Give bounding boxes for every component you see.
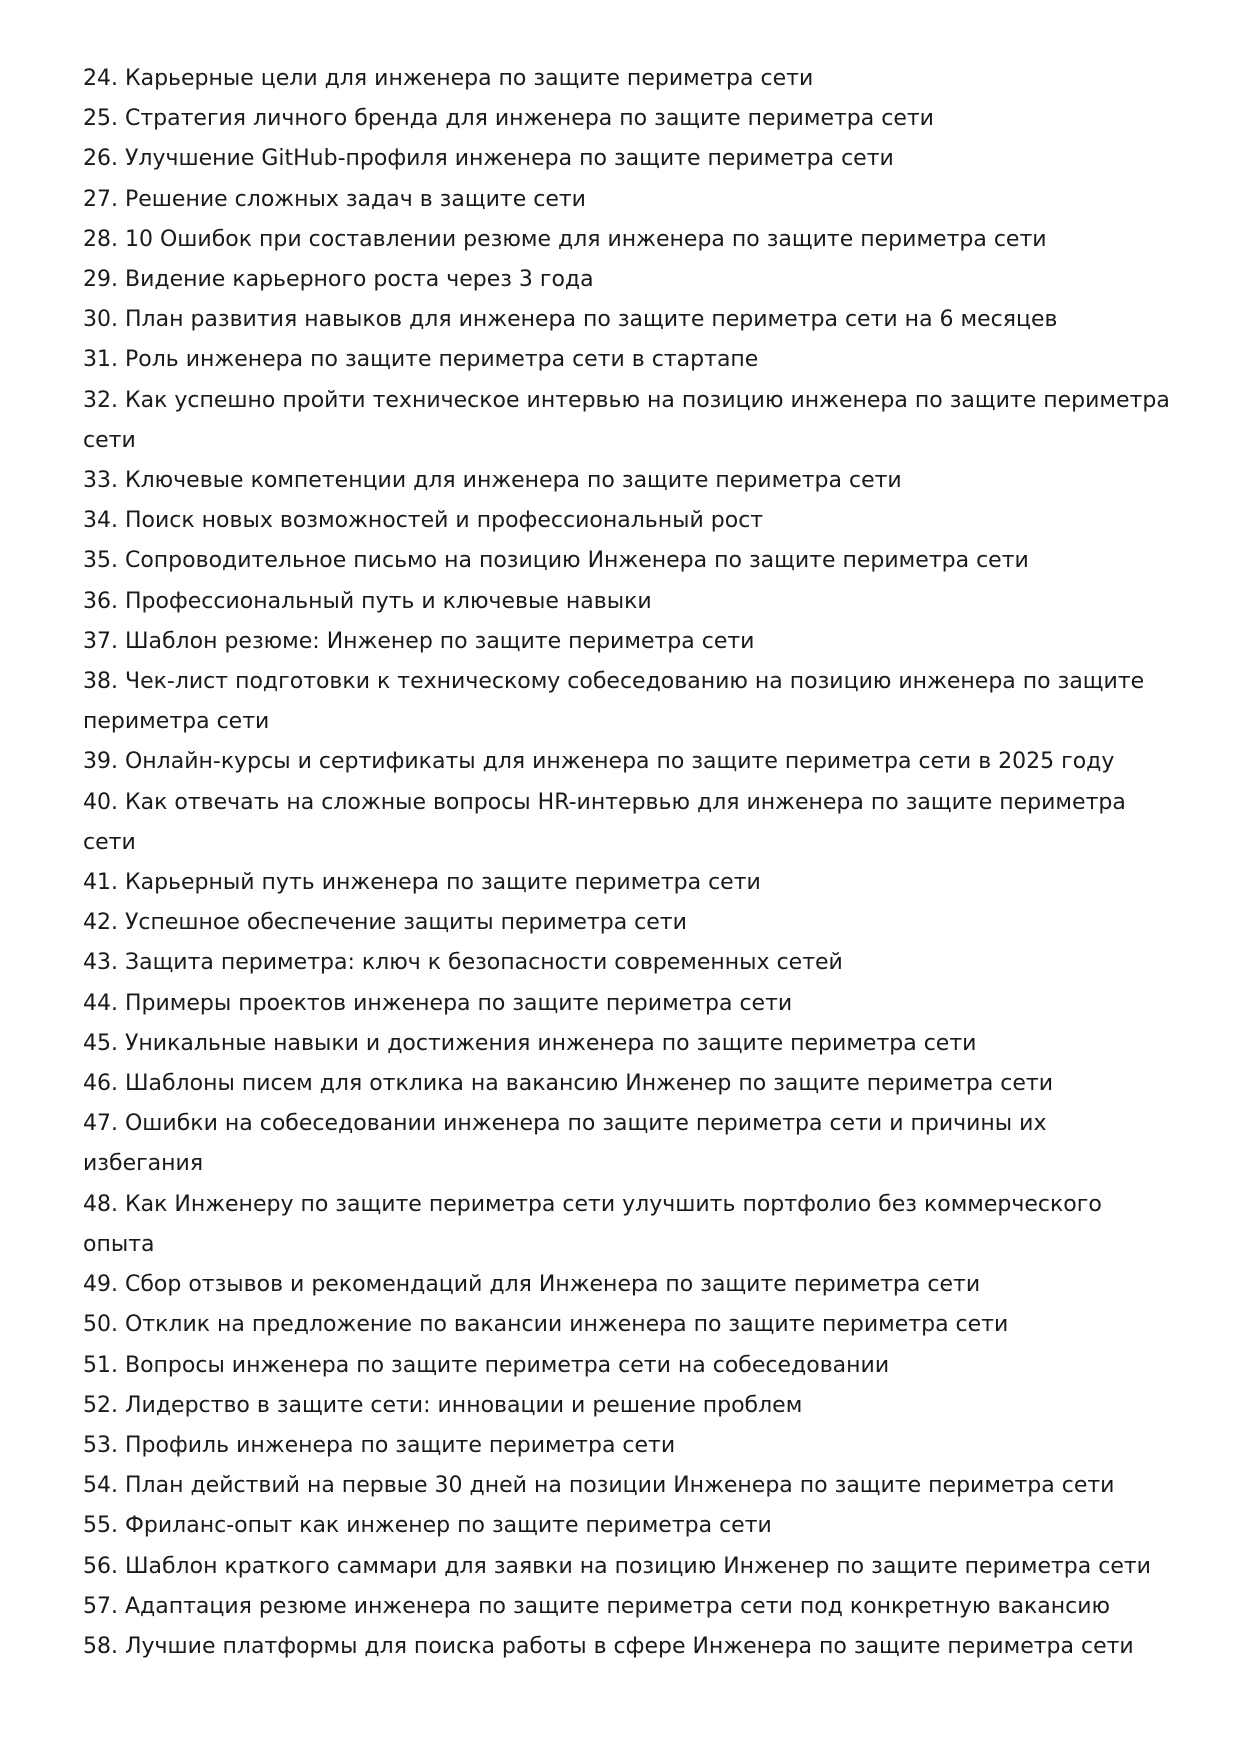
list-item: 51. Вопросы инженера по защите периметра сети на собеседовании: [83, 1352, 890, 1378]
list-item: 31. Роль инженера по защите периметра сети в стартапе: [83, 347, 759, 373]
list-item: 38. Чек-лист подготовки к техническому собеседованию на позицию инженера по защите периметра сети: [83, 669, 1145, 735]
list-item: 56. Шаблон краткого саммари для заявки на позицию Инженер по защите периметра сети: [83, 1553, 1151, 1579]
list-item: 48. Как Инженеру по защите периметра сети улучшить портфолио без коммерческого опыта: [83, 1191, 1102, 1257]
list-item: 44. Примеры проектов инженера по защите периметра сети: [83, 990, 793, 1016]
list-item: 41. Карьерный путь инженера по защите периметра сети: [83, 870, 761, 896]
list-item: 54. План действий на первые 30 дней на позиции Инженера по защите периметра сети: [83, 1473, 1115, 1499]
numbered-topic-list: [83, 59, 1173, 1667]
list-item: 35. Сопроводительное письмо на позицию Инженера по защите периметра сети: [83, 548, 1029, 574]
list-item: 27. Решение сложных задач в защите сети: [83, 186, 586, 212]
list-item: 26. Улучшение GitHub-профиля инженера по защите периметра сети: [83, 146, 894, 172]
list-item: 28. 10 Ошибок при составлении резюме для инженера по защите периметра сети: [83, 226, 1047, 252]
list-item: 29. Видение карьерного роста через 3 года: [83, 267, 594, 293]
document-page: [83, 59, 1173, 1667]
list-item: 57. Адаптация резюме инженера по защите периметра сети под конкретную вакансию: [83, 1593, 1111, 1619]
list-item: 49. Сбор отзывов и рекомендаций для Инженера по защите периметра сети: [83, 1272, 981, 1298]
list-item: 46. Шаблоны писем для отклика на вакансию Инженер по защите периметра сети: [83, 1071, 1054, 1097]
list-item: 36. Профессиональный путь и ключевые навыки: [83, 588, 652, 614]
list-item: 47. Ошибки на собеседовании инженера по защите периметра сети и причины их избегания: [83, 1111, 1047, 1177]
list-item: 34. Поиск новых возможностей и профессиональный рост: [83, 508, 764, 534]
list-item: 37. Шаблон резюме: Инженер по защите периметра сети: [83, 628, 755, 654]
list-item: 24. Карьерные цели для инженера по защите периметра сети: [83, 66, 814, 91]
list-item: 45. Уникальные навыки и достижения инженера по защите периметра сети: [83, 1030, 977, 1056]
list-item: 55. Фриланс-опыт как инженер по защите периметра сети: [83, 1513, 772, 1539]
list-item: 25. Стратегия личного бренда для инженера по защите периметра сети: [83, 106, 934, 132]
list-item: 40. Как отвечать на сложные вопросы HR-интервью для инженера по защите периметра сети: [83, 789, 1126, 855]
list-item: 52. Лидерство в защите сети: инновации и решение проблем: [83, 1392, 803, 1418]
list-item: 42. Успешное обеспечение защиты периметра сети: [83, 910, 687, 936]
list-item: 58. Лучшие платформы для поиска работы в сфере Инженера по защите периметра сети: [83, 1633, 1134, 1659]
list-item: 39. Онлайн-курсы и сертификаты для инженера по защите периметра сети в 2025 году: [83, 749, 1115, 775]
list-item: 33. Ключевые компетенции для инженера по защите периметра сети: [83, 468, 902, 494]
list-item: 32. Как успешно пройти техническое интервью на позицию инженера по защите периметра сети: [83, 387, 1170, 453]
list-item: 43. Защита периметра: ключ к безопасности современных сетей: [83, 950, 843, 976]
list-item: 30. План развития навыков для инженера по защите периметра сети на 6 месяцев: [83, 307, 1058, 333]
list-item: 53. Профиль инженера по защите периметра сети: [83, 1432, 676, 1458]
list-item: 50. Отклик на предложение по вакансии инженера по защите периметра сети: [83, 1312, 1009, 1338]
